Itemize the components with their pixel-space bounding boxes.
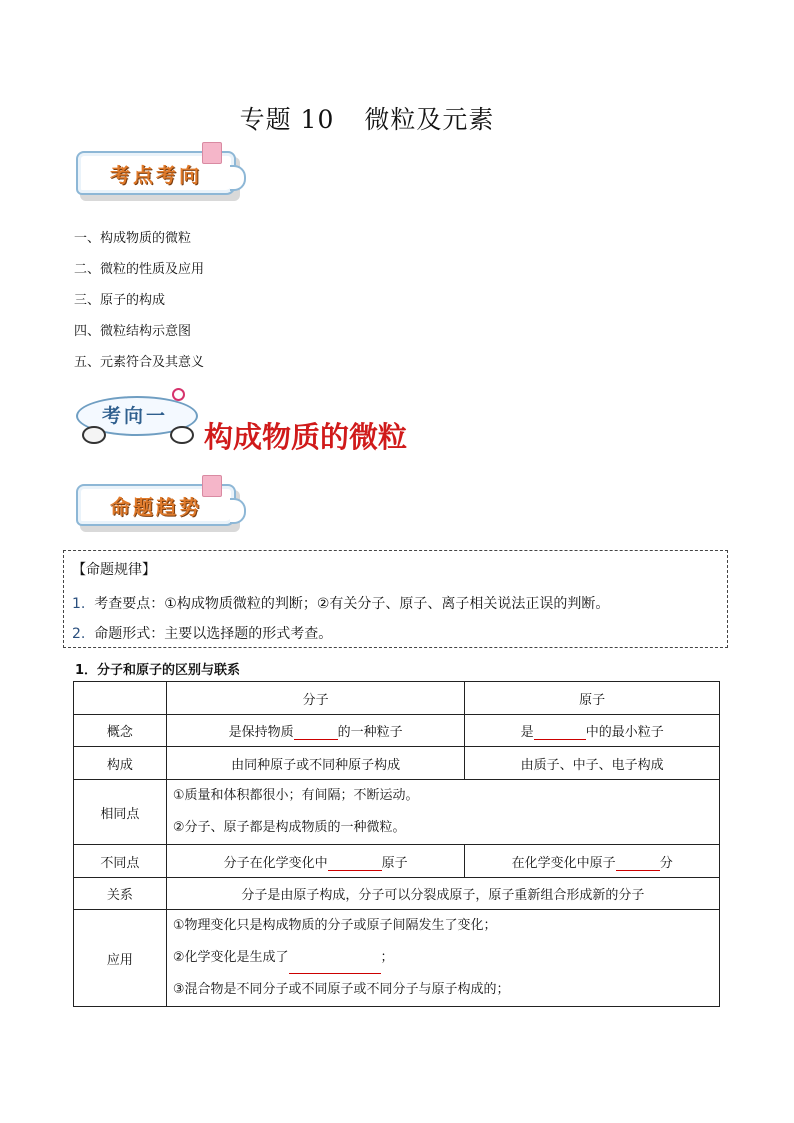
header-cell: 原子 <box>465 682 720 715</box>
row-label: 关系 <box>74 878 167 910</box>
row-label: 应用 <box>74 910 167 1007</box>
table-cell: 分子在化学变化中 原子 <box>166 845 465 878</box>
rule-heading: 【命题规律】 <box>72 562 156 578</box>
mingti-label: 命题趋势 <box>110 494 202 519</box>
title-prefix: 专题 10 <box>239 105 335 134</box>
topic-item: 四、微粒结构示意图 <box>74 324 192 339</box>
header-cell <box>74 682 167 715</box>
rule-line: 1. 考查要点：①构成物质微粒的判断；②有关分子、原子、离子相关说法正误的判断。 <box>72 596 610 612</box>
topic-item: 五、元素符合及其意义 <box>74 355 205 370</box>
table-row <box>74 715 720 747</box>
ball-icon <box>82 426 106 444</box>
row-label: 构成 <box>74 747 167 780</box>
table-row <box>74 747 720 780</box>
table-row <box>74 845 720 878</box>
table-cell: ①物理变化只是构成物质的分子或原子间隔发生了变化； ②化学变化是生成了 ； ③混合物是不同分子或不同原子或不同分子与原子构成的； <box>166 910 719 1007</box>
table-caption: 1．分子和原子的区别与联系 <box>75 663 241 678</box>
topic-item: 三、原子的构成 <box>74 293 166 308</box>
kaodian-badge <box>76 151 236 195</box>
topic-item: 一、构成物质的微粒 <box>74 231 192 246</box>
table-cell: 是 中的最小粒子 <box>465 715 720 747</box>
section-title: 构成物质的微粒 <box>204 420 408 454</box>
fill-blank[interactable] <box>616 856 660 871</box>
fill-blank[interactable] <box>294 725 338 740</box>
table-row <box>74 780 720 845</box>
rule-line: 2. 命题形式：主要以选择题的形式考查。 <box>72 626 333 642</box>
table-cell: 由质子、中子、电子构成 <box>465 747 720 780</box>
ball-icon <box>170 426 194 444</box>
rule-box <box>63 550 728 648</box>
fill-blank[interactable] <box>534 725 586 740</box>
mingti-badge <box>76 484 236 526</box>
table-cell: 是保持物质 的一种粒子 <box>166 715 465 747</box>
ring-icon <box>172 388 185 401</box>
topic-list <box>74 229 204 384</box>
fill-blank[interactable] <box>328 856 382 871</box>
title-main: 微粒及元素 <box>364 105 495 134</box>
table-cell: ①质量和体积都很小；有间隔；不断运动。 ②分子、原子都是构成物质的一种微粒。 <box>166 780 719 845</box>
table-row <box>74 878 720 910</box>
header-cell: 分子 <box>166 682 465 715</box>
fill-blank[interactable] <box>289 959 381 974</box>
table-cell: 由同种原子或不同种原子构成 <box>166 747 465 780</box>
table-cell: 在化学变化中原子 分 <box>465 845 720 878</box>
row-label: 不同点 <box>74 845 167 878</box>
comparison-table <box>73 681 720 1007</box>
row-label: 概念 <box>74 715 167 747</box>
table-row <box>74 910 720 1007</box>
kaoxiang-label: 考向一 <box>101 404 168 427</box>
kaoxiang-badge <box>76 392 198 448</box>
kaodian-label: 考点考向 <box>110 162 202 187</box>
page-title <box>0 100 734 136</box>
topic-item: 二、微粒的性质及应用 <box>74 262 205 277</box>
table-cell: 分子是由原子构成，分子可以分裂成原子，原子重新组合形成新的分子 <box>166 878 719 910</box>
row-label: 相同点 <box>74 780 167 845</box>
table-row <box>74 682 720 715</box>
